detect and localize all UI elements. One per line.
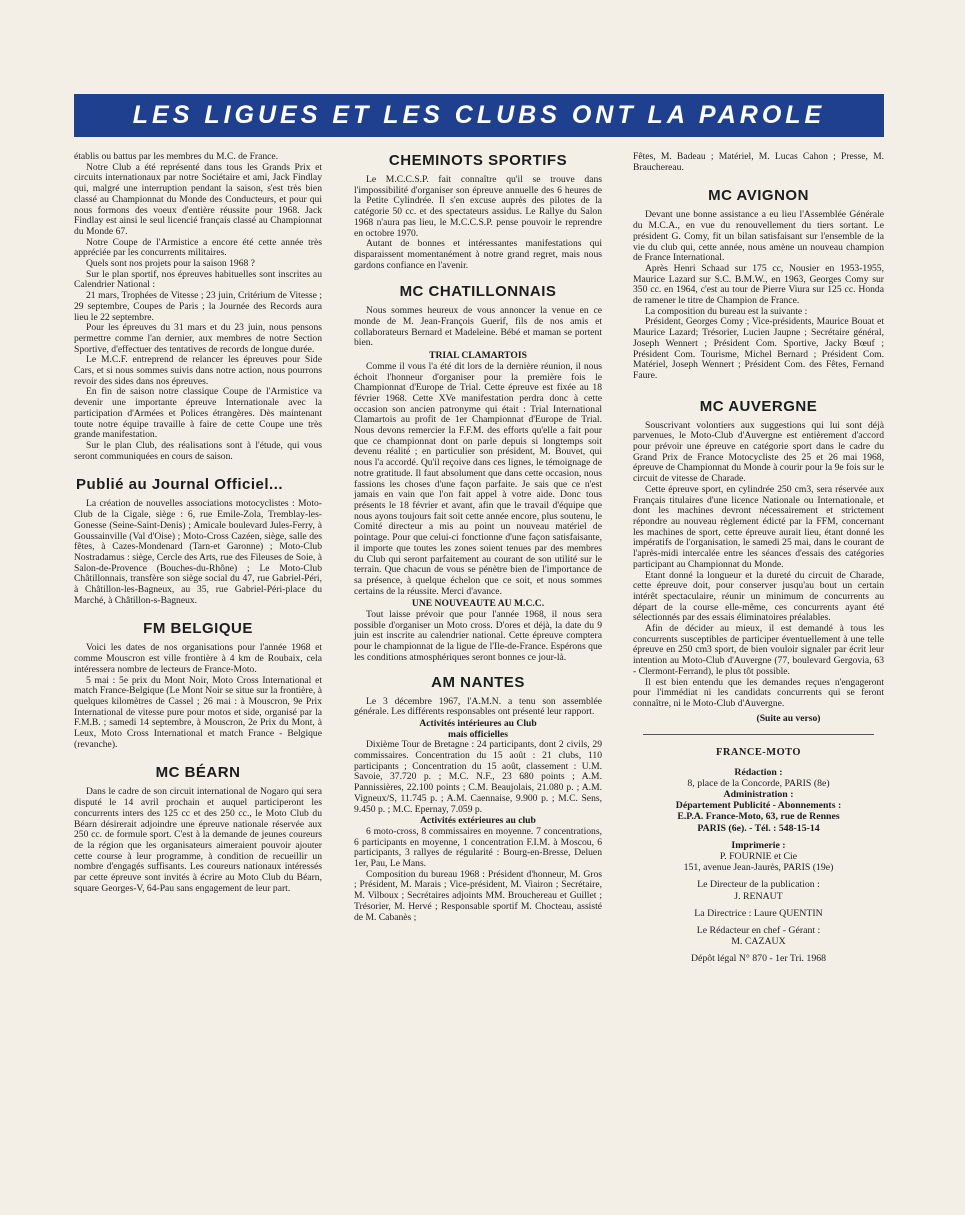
masthead	[633, 747, 884, 964]
administration-label: Administration :	[723, 788, 794, 800]
nantes-subheading: Activités intérieures au Club	[419, 717, 537, 729]
directeur-label: Le Directeur de la publication :	[697, 879, 820, 891]
paragraph: Notre Club a été représenté dans tous les Grands Prix et circuits internationaux par notre Sociétaire et ami, Jack Findlay qui, malgré une interruption pendant la saison, s'est très bien classé au Championnat du Monde des Conducteurs, et pour qui nous formons des voeux d'entière réussite pour 1968. Jack Findlay est ainsi le seul licencié français classé au Championnat du Monde 67.	[74, 161, 322, 237]
paragraph: Président, Georges Comy ; Vice-présidents, Maurice Bouat et Maurice Lazard; Trésorier, Lucien Jaupne ; Secrétaire général, Joseph Wennert ; Président Com. Sportive, Jacky Bœuf ; Président Com. Tourisme, Michel Bernard ; Président Com. Matériel, Joseph Wennert ; Président Com. des Fêtes, Fernand Faure.	[633, 316, 884, 381]
paragraph: Cette épreuve sport, en cylindrée 250 cm3, sera réservée aux Français titulaires d'une licence Nationale ou Internationale, et dont les machines devront nécessairement et strictement répondre au nouveau règlement édicté par la FFM, concernant les machines de sport, cette épreuve aurait lieu, étant donné les impératifs de l'organisation, le samedi 25 mai, dans le courant de l'après-midi intercalée entre les séances d'essais des catégories participant au Championnat du Monde.	[633, 483, 884, 570]
paragraph: Afin de décider au mieux, il est demandé à tous les concurrents susceptibles de participer éventuellement à une telle épreuve en 250 cm3 sport, de bien vouloir signaler par écrit leur intention au Moto-Club d'Auvergne (77, boulevard Gergovia, 63 - Clermont-Ferrand), le plus tôt possible.	[633, 623, 884, 677]
column-right	[633, 152, 884, 965]
publicite-address-2: PARIS (6e). - Tél. : 548-15-14	[697, 822, 820, 834]
paragraph: Sur le plan Club, des réalisations sont à l'étude, qui vous seront communiquées en cours de saison.	[74, 439, 322, 462]
chatillonnais-heading: MC CHATILLONNAIS	[399, 283, 557, 301]
nantes-subheading: mais officielles	[448, 728, 508, 740]
paragraph: Etant donné la longueur et la dureté du circuit de Charade, cette épreuve doit, pour conserver jusqu'au bout un certain intérêt spectaculaire, réunir un minimum de concurrents au départ de la course elle-même, ces concurrents ayant été sélectionnés par des essais éliminatoires préalables.	[633, 569, 884, 624]
imprimerie-label: Imprimerie :	[731, 839, 786, 851]
mc-bearn-heading: MC BÉARN	[155, 764, 241, 782]
imprimerie-address: 151, avenue Jean-Jaurès, PARIS (19e)	[683, 862, 834, 874]
paragraph: La composition du bureau est la suivante :	[645, 305, 808, 317]
paragraph: Après Henri Schaad sur 175 cc, Nousier en 1953-1955, Maurice Lazard sur S.C. B.M.W., en 1963, Georges Comy sur 350 cc. en 1964, c'est au tour de Pierre Viura sur 125 cc. Honda de ramener le titre de Champion de France.	[633, 262, 884, 307]
directeur-name: J. RENAUT	[734, 890, 783, 902]
divider	[643, 734, 874, 735]
am-nantes-heading: AM NANTES	[431, 673, 525, 691]
paragraph: 6 moto-cross, 8 commissaires en moyenne. 7 concentrations, 6 participants en moyenne, 1 concentration F.I.M. à Moscou, 6 participants, 3 rallyes de régularité : Bourg-en-Bresse, Deluen 1er, Pau, Le Mans.	[354, 825, 602, 870]
paragraph: Il est bien entendu que les demandes reçues n'engageront pour l'immédiat ni les candidats concurrents qui se feront connaître, ni le Moto-Club d'Auvergne.	[633, 676, 884, 709]
paragraph: Comme il vous l'a été dit lors de la dernière réunion, il nous échoit l'honneur d'organiser pour la première fois le Championnat d'Europe de Trial. Cette épreuve est fixée au 18 février 1968. Cette XVe manifestation perdra donc à cette occasion son ancien patronyme qui était : Trial International Clamartois au profit de 1er Championnat d'Europe de Trial. Nous devons remercier la F.F.M. des efforts qu'elle a fait pour que ce championnat dont on parle depuis si longtemps soit devenu réalité ; en particulier son président, M. Bouvet, qui nous l'a accordé. Qu'il reçoive dans ces lignes, le témoignage de notre gratitude. Il faut absolument que dans cette occasion, nous fassions les choses d'une façon parfaite. Je sais que ce n'est jamais en vain que l'on fait appel à votre aide. Donc tous présents le 18 février et avant, afin que le travail d'équipe que nous ayons toujours fait soit cette année encore, plus soutenu, le Comité directeur a mis au point un nouveau matériel de pointage. Pour que celui-ci fonctionne d'une façon satisfaisante, il importe que toutes les zones soient tenues par des membres du Club qui seront parfaitement au courant de son utilité sur le terrain. Que chacun de vous se pénètre bien de l'importance de sa présence, à quelque échelon que ce soit, et nous sommes certains de la réussite. Merci d'avance.	[354, 360, 602, 597]
paragraph: Dixième Tour de Bretagne : 24 participants, dont 2 civils, 29 commissaires. Concentration du 15 août : 21 clubs, 110 participants ; Concentration du 15 août, classement : U.M. Savoie, 37.720 p. ; M.C. N.F., 23 680 points ; A.M. Pannissières, 22.100 points ; C.M. Beaujolais, 21.080 p. ; A.M. Vigneux/S, 11.745 p. ; A.M. Caennaise, 9.900 p. ; M.C. Sens, 9.450 p. ; M.C. Epernay, 7.059 p.	[354, 739, 602, 815]
column-middle	[354, 152, 602, 923]
paragraph: établis ou battus par les membres du M.C. de France.	[74, 151, 279, 162]
masthead-title: FRANCE-MOTO	[716, 747, 801, 759]
continued-note: (Suite au verso)	[756, 712, 821, 724]
directrice: La Directrice : Laure QUENTIN	[694, 907, 823, 919]
paragraph: En fin de saison notre classique Coupe de l'Armistice va devenir une importante épreuve Internationale avec la participation d'Armées et Polices étrangères. Dès maintenant toute notre équipe travaille à faire de cette Coupe une très grande manifestation.	[74, 386, 322, 441]
imprimerie-name: P. FOURNIE et Cie	[719, 850, 798, 862]
paragraph: Le 3 décembre 1967, l'A.M.N. a tenu son assemblée générale. Les différents responsables ont présenté leur rapport.	[354, 695, 602, 718]
publicite-address: E.P.A. France-Moto, 63, rue de Rennes	[677, 811, 840, 823]
paragraph: Nous sommes heureux de vous annoncer la venue en ce monde de M. Jean-François Guerif, fils de nos amis et collaborateurs Bernard et Madeleine. Bébé et maman se portent bien.	[354, 305, 602, 349]
paragraph: Le M.C.C.S.P. fait connaître qu'il se trouve dans l'impossibilité d'organiser son épreuve annuelle des 6 heures de la Petite Cylindrée. Il s'en excuse auprès des pilotes de la catégorie 50 cc. et des spectateurs assidus. Le Rallye du Salon 1968 n'aura pas lieu, le M.C.C.S.P. pense pouvoir le reprendre en octobre 1970.	[354, 174, 602, 239]
paragraph: Voici les dates de nos organisations pour l'année 1968 et comme Mouscron est ville frontière à 4 km de Roubaix, cela intéressera nombre de lecteurs de France-Moto.	[74, 642, 322, 675]
paragraph: Dans le cadre de son circuit international de Nogaro qui sera disputé le 14 avril prochain et auquel participeront les concurrents inters des 125 cc et des 250 cc., le Moto Club du Béarn désirerait adjoindre une épreuve nationale réservée aux 250 cc. de formule sport. C'est à la demande de jeunes coureurs de la région que les organisateurs aimeraient pouvoir ajouter cette course à leur programme, à condition de recueillir un nombre d'engagés suffisants. Les coureurs nationaux intéressés par cette épreuve sont invités à écrire au Moto Club du Béarn, square Georges-V, 64-Pau sans engagement de leur part.	[74, 786, 322, 894]
depot-legal: Dépôt légal N° 870 - 1er Tri. 1968	[690, 953, 827, 965]
paragraph: Souscrivant volontiers aux suggestions qui lui sont déjà parvenues, le Moto-Club d'Auvergne est entièrement d'accord pour prévoir une épreuve en catégorie sport dans le cadre du Grand Prix de France Motocycliste des 25 et 26 mai 1968, épreuve de Championnat du Monde à courir pour la 9e fois sur le circuit de vitesse de Charade.	[633, 419, 884, 485]
redaction-label: Rédaction :	[734, 766, 783, 778]
paragraph: Notre Coupe de l'Armistice a encore été cette année très appréciée par les concurrents militaires.	[74, 236, 322, 259]
redacteur-name: M. CAZAUX	[731, 936, 786, 948]
journal-officiel-heading: Publié au Journal Officiel...	[76, 476, 284, 494]
nantes-subheading: Activités extérieures au club	[420, 815, 536, 827]
paragraph: Composition du bureau 1968 : Président d'honneur, M. Gros ; Président, M. Marais ; Vice-président, M. Viairon ; Secrétaire, M. Vilboux ; Secrétaires adjoints MM. Brouchereau et Guillet ; Trésorier, M. Hervé ; Responsable sportif M. Chocteau, assisté de M. Cabanès ;	[354, 868, 602, 923]
paragraph: 5 mai : 5e prix du Mont Noir, Moto Cross International et match France-Belgique (Le Mont Noir se situe sur la frontière, à quelques kilomètres de Cassel ; 26 mai : à Mouscron, 9e Prix International de vitesse pure pour motos et side, organisé par la F.M.B. ; samedi 14 septembre, à Mouscron, 2e Prix du Mont, à Leux, Moto Cross International et match France - Belgique (revanche).	[74, 674, 322, 750]
paragraph: Fêtes, M. Badeau ; Matériel, M. Lucas Cahon ; Presse, M. Brauchereau.	[633, 151, 884, 173]
section-banner	[74, 94, 884, 137]
mc-avignon-heading: MC AVIGNON	[708, 187, 809, 205]
banner-title: LES LIGUES ET LES CLUBS ONT LA PAROLE	[132, 101, 826, 129]
mc-auvergne-heading: MC AUVERGNE	[699, 397, 818, 415]
mcf-article	[74, 152, 322, 462]
paragraph: Devant une bonne assistance a eu lieu l'Assemblée Générale du M.C.A., en vue du renouvellement du tiers sortant. Le président G. Comy, fit un bilan satisfaisant sur l'ensemble de la vie du club qui, cette année, nous amène un nouveau champion de France International.	[633, 209, 884, 264]
paragraph: Quels sont nos projets pour la saison 1968 ?	[86, 258, 255, 270]
fm-belgique-heading: FM BELGIQUE	[143, 620, 253, 638]
nouveaute-subheading: UNE NOUVEAUTE AU M.C.C.	[411, 598, 545, 610]
paragraph: Autant de bonnes et intéressantes manifestations qui disparaissent momentanément à notre grand regret, mais nous gardons confiance en l'avenir.	[354, 238, 602, 271]
paragraph: 21 mars, Trophées de Vitesse ; 23 juin, Critérium de Vitesse ; 29 septembre, Coupes de Paris ; la Journée des Records aura lieu le 22 septembre.	[74, 290, 322, 323]
paragraph: Pour les épreuves du 31 mars et du 23 juin, nous pensons permettre comme l'an dernier, aux membres de notre Section Sportive, d'effectuer des tentatives de records de longue durée.	[74, 322, 322, 355]
column-left	[74, 152, 322, 894]
paragraph: Le M.C.F. entreprend de relancer les épreuves pour Side Cars, et si nous sommes suivis dans notre action, nous pourrons revoir des sides dans nos épreuves.	[74, 354, 322, 387]
redacteur-label: Le Rédacteur en chef - Gérant :	[696, 924, 821, 936]
paragraph: Tout laisse prévoir que pour l'année 1968, il nous sera possible d'organiser un Moto cross. D'ores et déjà, la date du 9 juin est inscrite au calendrier national. Cette épreuve comptera pour le championnat de la ligue de l'Ile-de-France. Espérons que les conditions atmosphériques seront bonnes ce jour-là.	[354, 609, 602, 663]
publicite-label: Département Publicité - Abonnements :	[675, 800, 842, 812]
redaction-address: 8, place de la Concorde, PARIS (8e)	[687, 777, 830, 789]
trial-clamartois-subheading: TRIAL CLAMARTOIS	[429, 350, 527, 362]
cheminots-heading: CHEMINOTS SPORTIFS	[388, 152, 568, 169]
paragraph: La création de nouvelles associations motocyclistes : Moto-Club de la Cigale, siège : 6, rue Emile-Zola, Tremblay-les-Gonesse (Seine-Saint-Denis) ; Amicale boulevard Jules-Ferry, à Goussainville (Val d'Oise) ; Moto-Cross Cazéen, siège, salle des fêtes, à Cazes-Mondenard (Tarn-et Garonne) ; Moto-Club Nostradamus : siège, Cercle des Arts, rue des Fileuses de Soie, à Salon-de-Provence (Bouches-du-Rhône) ; Le Moto-Club Châtillonnais, transfère son siège social du 47, rue Gabriel-Péri, à Châtillon-les-Bagneux, au 35, rue Gabriel-Péri-place du Marché, à Châtillon-s-Bagneux.	[74, 498, 322, 606]
paragraph: Sur le plan sportif, nos épreuves habituelles sont inscrites au Calendrier National :	[74, 268, 322, 291]
